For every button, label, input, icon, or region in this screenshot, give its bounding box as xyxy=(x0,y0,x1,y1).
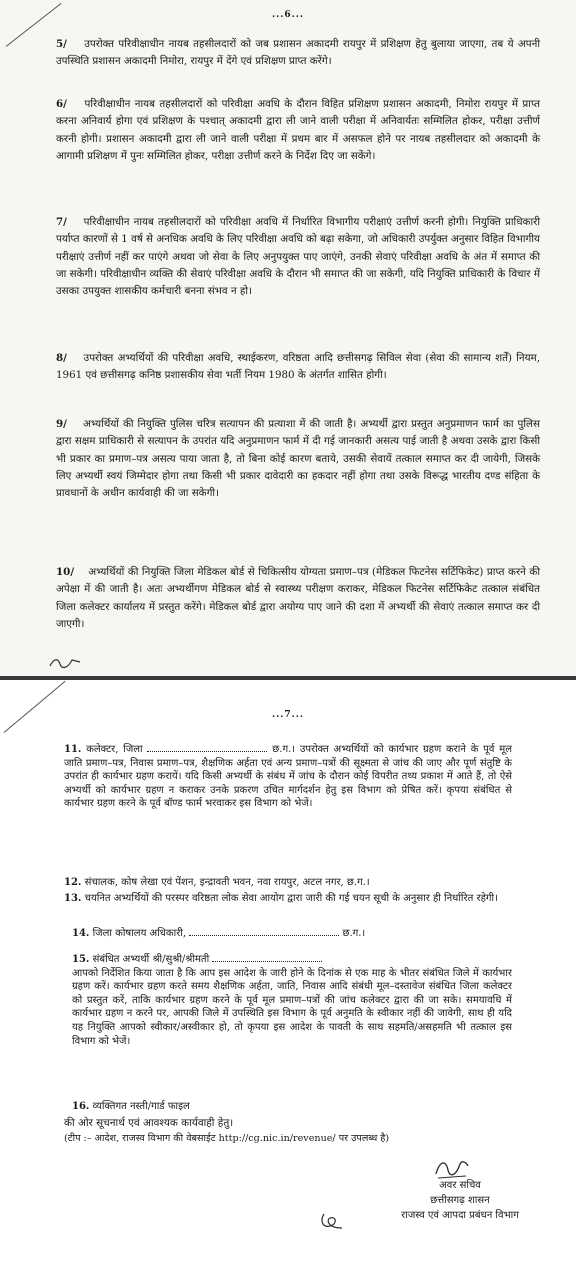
item-text-a: कलेक्टर, जिला xyxy=(86,744,143,755)
signatory-designation: अवर सचिव xyxy=(439,1180,481,1191)
item-number: 14. xyxy=(72,928,90,939)
paragraph-text: अभ्यर्थियों की नियुक्ति जिला मेडिकल बोर्ड से चिकित्सीय योग्यता प्रमाण–पत्र (मेडिकल फिटनेस सर्टिफिकेट) प्राप्त करने की अपेक्षा में की जाती है। अतः अभ्यर्थीगण मेडिकल बोर्ड से स्वास्थ्य परीक्षण कराकर, मेडिकल फिटनेस सर्टिफिकेट तत्काल संबंधित जिला कलेक्टर कार्यालय में प्रस्तुत करेंगे। मेडिकल बोर्ड द्वारा अयोग्य पाए जाने की दशा में अभ्यर्थी की सेवाएं तत्काल समाप्त कर दी जाएगी। xyxy=(56,566,540,630)
item-14 xyxy=(72,926,512,941)
blank-line xyxy=(189,926,339,936)
paragraph-10 xyxy=(56,564,540,633)
corner-mark xyxy=(4,681,66,733)
paragraph-number: 9/ xyxy=(56,418,67,430)
blank-line xyxy=(147,742,267,752)
item-text: व्यक्तिगत नस्ती/गार्ड फाइल xyxy=(92,1101,190,1112)
item-text: संचालक, कोष लेखा एवं पेंशन, इन्द्रावती भवन, नवा रायपुर, अटल नगर, छ.ग.। xyxy=(84,877,370,888)
signatory-government: छत्तीसगढ़ शासन xyxy=(430,1195,490,1206)
page-number: ...6... xyxy=(271,10,305,20)
paragraph-text: उपरोक्त अभ्यर्थियों की परिवीक्षा अवधि, स्थाईकरण, वरिष्ठता आदि छत्तीसगढ़ सिविल सेवा (सेवा की सामान्य शर्तें) नियम, 1961 एवं छत्तीसगढ़ कनिष्ठ प्रशासकीय सेवा भर्ती नियम 1980 के अंतर्गत शासित होगी। xyxy=(56,352,540,382)
paragraph-9 xyxy=(56,416,540,502)
item-number: 13. xyxy=(64,893,82,904)
item-text: चयनित अभ्यर्थियों की परस्पर वरिष्ठता लोक सेवा आयोग द्वारा जारी की गई चयन सूची के अनुसार ही निर्धारित रहेगी। xyxy=(84,893,498,904)
signatory-department: राजस्व एवं आपदा प्रबंधन विभाग xyxy=(401,1210,519,1221)
handwritten-initials-mark xyxy=(48,656,82,673)
paragraph-number: 8/ xyxy=(56,352,67,364)
item-11 xyxy=(64,742,512,811)
item-15 xyxy=(72,952,512,1048)
paragraph-text: परिवीक्षाधीन नायब तहसीलदारों को परिवीक्षा अवधि के दौरान विहित प्रशिक्षण प्रशासन अकादमी, निमोरा रायपुर में प्राप्त करना अनिवार्य होगा एवं प्रशिक्षण के पश्चात् अकादमी द्वारा ली जाने वाली परीक्षा में अनिवार्यतः सम्मिलित होकर, परीक्षा उत्तीर्ण करनी होगी। प्रशासन अकादमी द्वारा ली जाने वाली परीक्षा में प्रथम बार में असफल होने पर नायब तहसीलदार को अकादमी के आगामी प्रशिक्षण में पुनः सम्मिलित होकर, परीक्षा उत्तीर्ण करने के निर्देश दिए जा सकेंगे। xyxy=(56,98,540,162)
document-page-7 xyxy=(0,680,576,1280)
paragraph-6 xyxy=(56,96,540,165)
signature-flourish xyxy=(318,1210,348,1236)
paragraph-8 xyxy=(56,350,540,385)
item-heading: संबंधित अभ्यर्थी श्री/सुश्री/श्रीमती xyxy=(92,954,210,965)
item-13 xyxy=(64,892,512,906)
item-12 xyxy=(64,876,512,890)
paragraph-text: अभ्यर्थियों की नियुक्ति पुलिस चरित्र सत्यापन की प्रत्याशा में की जाती है। अभ्यर्थी द्वारा प्रस्तुत अनुप्रमाणन फार्म का पुलिस द्वारा सक्षम प्राधिकारी से सत्यापन के उपरांत यदि अनुप्रमाणन फार्म में दी गई जानकारी असत्य पाई जाती है अथवा उसके द्वारा किसी भी प्रकार का प्रमाण–पत्र असत्य पाया जाता है, तो बिना कोई कारण बताये, उसकी सेवायें तत्काल समाप्त कर दी जायेगी, जिसके लिए अभ्यर्थी स्वयं जिम्मेदार होगा तथा किसी भी प्रकार दावेदारी का हकदार नहीं होगा तथा उसके विरूद्ध भारतीय दण्ड संहिता के प्रावधानों के अधीन कार्यवाही की जा सकेगी। xyxy=(56,418,541,500)
paragraph-number: 5/ xyxy=(56,38,67,50)
item-number: 11. xyxy=(64,744,82,755)
website-note: (टीप :– आदेश, राजस्व विभाग की वेबसाईट http://cg.nic.in/revenue/ पर उपलब्ध है) xyxy=(64,1133,390,1144)
item-text-b: छ.ग.। उपरोक्त अभ्यर्थियों को कार्यभार ग्रहण कराने के पूर्व मूल जाति प्रमाण–पत्र, निवास प्रमाण–पत्र, शैक्षणिक अर्हता एवं अन्य प्रमाण–पत्रों की सूक्ष्मता से जांच की जाए और पूर्ण संतुष्टि के उपरांत ही कार्यभार ग्रहण करायें। यदि किसी अभ्यर्थी के संबंध में जांच के दौरान कोई विपरीत तथ्य प्रकाश में आते हैं, तो ऐसे अभ्यर्थी को कार्यभार ग्रहण न कराकर उनके प्रकरण उचित मार्गदर्शन हेतु इस विभाग को प्रेषित करें। कृपया संबंधित से कार्यभार ग्रहण करने के पूर्व बॉण्ड फार्म भरवाकर इस विभाग को भेजें। xyxy=(64,744,512,810)
item-text: आपको निर्देशित किया जाता है कि आप इस आदेश के जारी होने के दिनांक से एक माह के भीतर संबंधित जिले में कार्यभार ग्रहण करें। कार्यभार ग्रहण करते समय शैक्षणिक अर्हता, जाति, निवास आदि संबंधी मूल–दस्तावेज संबंधित जिला कलेक्टर को प्रस्तुत करें, ताकि कार्यभार ग्रहण करने के पूर्व मूल प्रमाण–पत्रों की जांच कलेक्टर द्वारा की जा सके। समयावधि में कार्यभार ग्रहण न करने पर, आपकी जिले में उपस्थिति इस विभाग के पूर्व अनुमति के स्वीकार नहीं की जावेगी, साथ ही यदि यह नियुक्ति आपको स्वीकार/अस्वीकार हो, तो कृपया इस आदेश के पावती के साथ सहमति/असहमति भी तत्काल इस विभाग को भेजें। xyxy=(72,967,512,1047)
item-text-b: छ.ग.। xyxy=(342,928,366,939)
paragraph-text: परिवीक्षाधीन नायब तहसीलदारों को परिवीक्षा अवधि में निर्धारित विभागीय परीक्षाएं उत्तीर्ण करनी होगी। नियुक्ति प्राधिकारी पर्याप्त कारणों से 1 वर्ष से अनधिक अवधि के लिए परिवीक्षा अवधि को बढ़ा सकेगा, जो अधिकारी उपर्युक्त अनुसार विहित विभागीय परीक्षाएं उत्तीर्ण नहीं कर पाएंगे अथवा जो सेवा के लिए अनुपयुक्त पाए जाएंगे, उनकी सेवाएं परिवीक्षा अवधि के अंत में समाप्त की जा सकेगी। परिवीक्षाधीन व्यक्ति की सेवाएं परिवीक्षा अवधि के दौरान भी समाप्त की जा सकेगी, यदि नियुक्ति प्राधिकारी के विचार में उसका उपयुक्त शासकीय कर्मचारी बनना संभव न हो। xyxy=(56,216,541,298)
item-16 xyxy=(72,1100,512,1114)
paragraph-number: 6/ xyxy=(56,98,67,110)
page-number: ...7... xyxy=(271,710,305,720)
paragraph-text: उपरोक्त परिवीक्षाधीन नायब तहसीलदारों को जब प्रशासन अकादमी रायपुर में प्रशिक्षण हेतु बुलाया जाएगा, तब ये अपनी उपस्थिति प्रशासन अकादमी निमोरा, रायपुर में देंगे एवं प्रशिक्षण प्राप्त करेंगे। xyxy=(56,38,540,68)
item-number: 12. xyxy=(64,877,82,888)
paragraph-number: 10/ xyxy=(56,566,75,578)
closing-line: की ओर सूचनार्थ एवं आवश्यक कार्यवाही हेतु। xyxy=(64,1117,234,1129)
paragraph-number: 7/ xyxy=(56,216,67,228)
item-number: 15. xyxy=(72,954,90,965)
blank-line xyxy=(212,952,322,962)
item-number: 16. xyxy=(72,1101,90,1112)
item-text-a: जिला कोषालय अधिकारी, xyxy=(92,928,187,939)
paragraph-5 xyxy=(56,36,540,71)
signature-block xyxy=(370,1178,550,1223)
paragraph-7 xyxy=(56,214,540,300)
